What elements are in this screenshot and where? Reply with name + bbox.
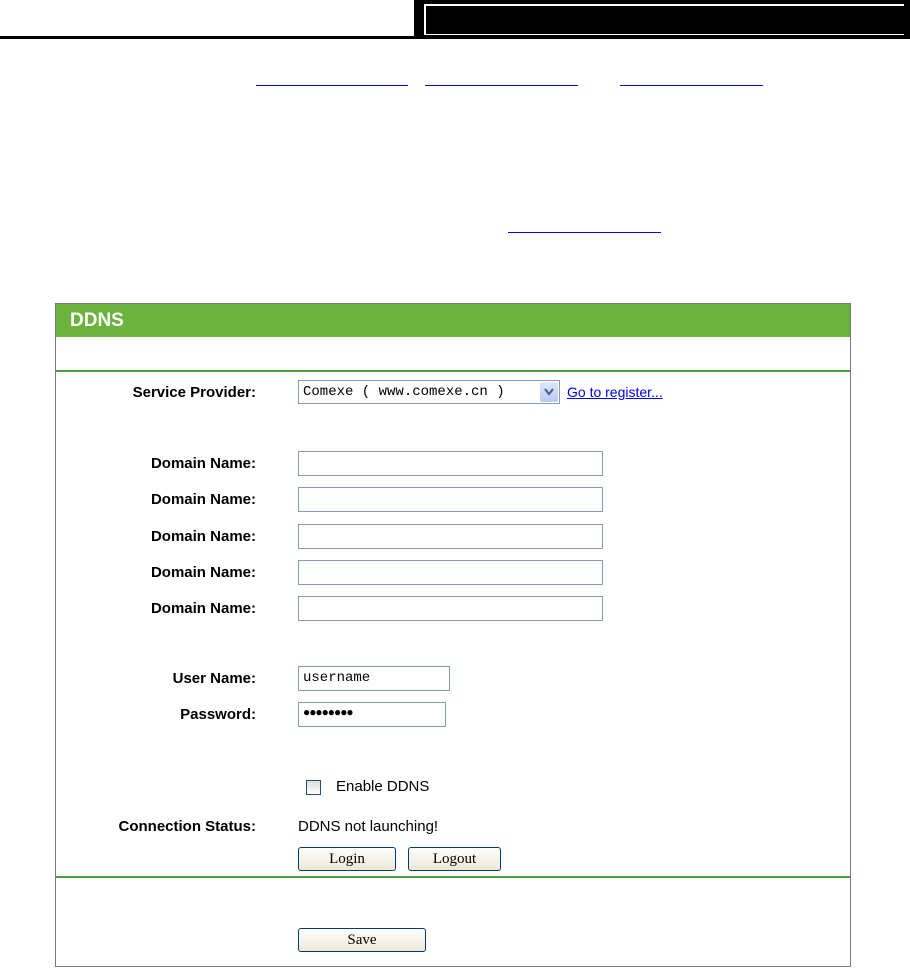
save-button[interactable]: Save — [298, 928, 426, 952]
user-name-input[interactable]: username — [298, 666, 450, 691]
bottom-divider — [56, 876, 850, 878]
header-bar — [414, 0, 910, 39]
domain-name-label-5: Domain Name: — [150, 600, 256, 617]
domain-name-label-2: Domain Name: — [150, 491, 256, 508]
domain-name-input-2[interactable] — [298, 487, 603, 512]
logout-button[interactable]: Logout — [408, 847, 501, 871]
header-bar-frame — [424, 4, 904, 35]
domain-name-input-5[interactable] — [298, 596, 603, 621]
top-divider — [56, 370, 850, 372]
header-rule — [0, 36, 414, 39]
doc-link-underline-2[interactable] — [425, 85, 578, 86]
login-button[interactable]: Login — [298, 847, 396, 871]
domain-name-input-3[interactable] — [298, 524, 603, 549]
doc-link-underline-3[interactable] — [620, 85, 763, 86]
domain-name-input-1[interactable] — [298, 451, 603, 476]
ddns-panel — [55, 303, 851, 967]
service-provider-select[interactable] — [298, 380, 560, 404]
service-provider-label: Service Provider: — [132, 384, 256, 401]
panel-title: DDNS — [56, 304, 850, 337]
service-provider-value: Comexe ( www.comexe.cn ) — [303, 384, 505, 400]
connection-status-value: DDNS not launching! — [298, 818, 439, 835]
domain-name-input-4[interactable] — [298, 560, 603, 585]
domain-name-label-3: Domain Name: — [150, 528, 256, 545]
user-name-label: User Name: — [172, 670, 256, 687]
doc-link-underline-1[interactable] — [256, 85, 408, 86]
enable-ddns-label: Enable DDNS — [336, 778, 430, 795]
password-input[interactable]: ●●●●●●●● — [298, 702, 446, 727]
go-to-register-link[interactable]: Go to register... — [567, 384, 663, 400]
enable-ddns-checkbox[interactable] — [306, 780, 321, 795]
doc-link-underline-4[interactable] — [508, 232, 661, 233]
domain-name-label-1: Domain Name: — [150, 455, 256, 472]
connection-status-label: Connection Status: — [118, 818, 256, 835]
chevron-down-icon[interactable] — [540, 382, 558, 402]
domain-name-label-4: Domain Name: — [150, 564, 256, 581]
password-label: Password: — [180, 706, 256, 723]
